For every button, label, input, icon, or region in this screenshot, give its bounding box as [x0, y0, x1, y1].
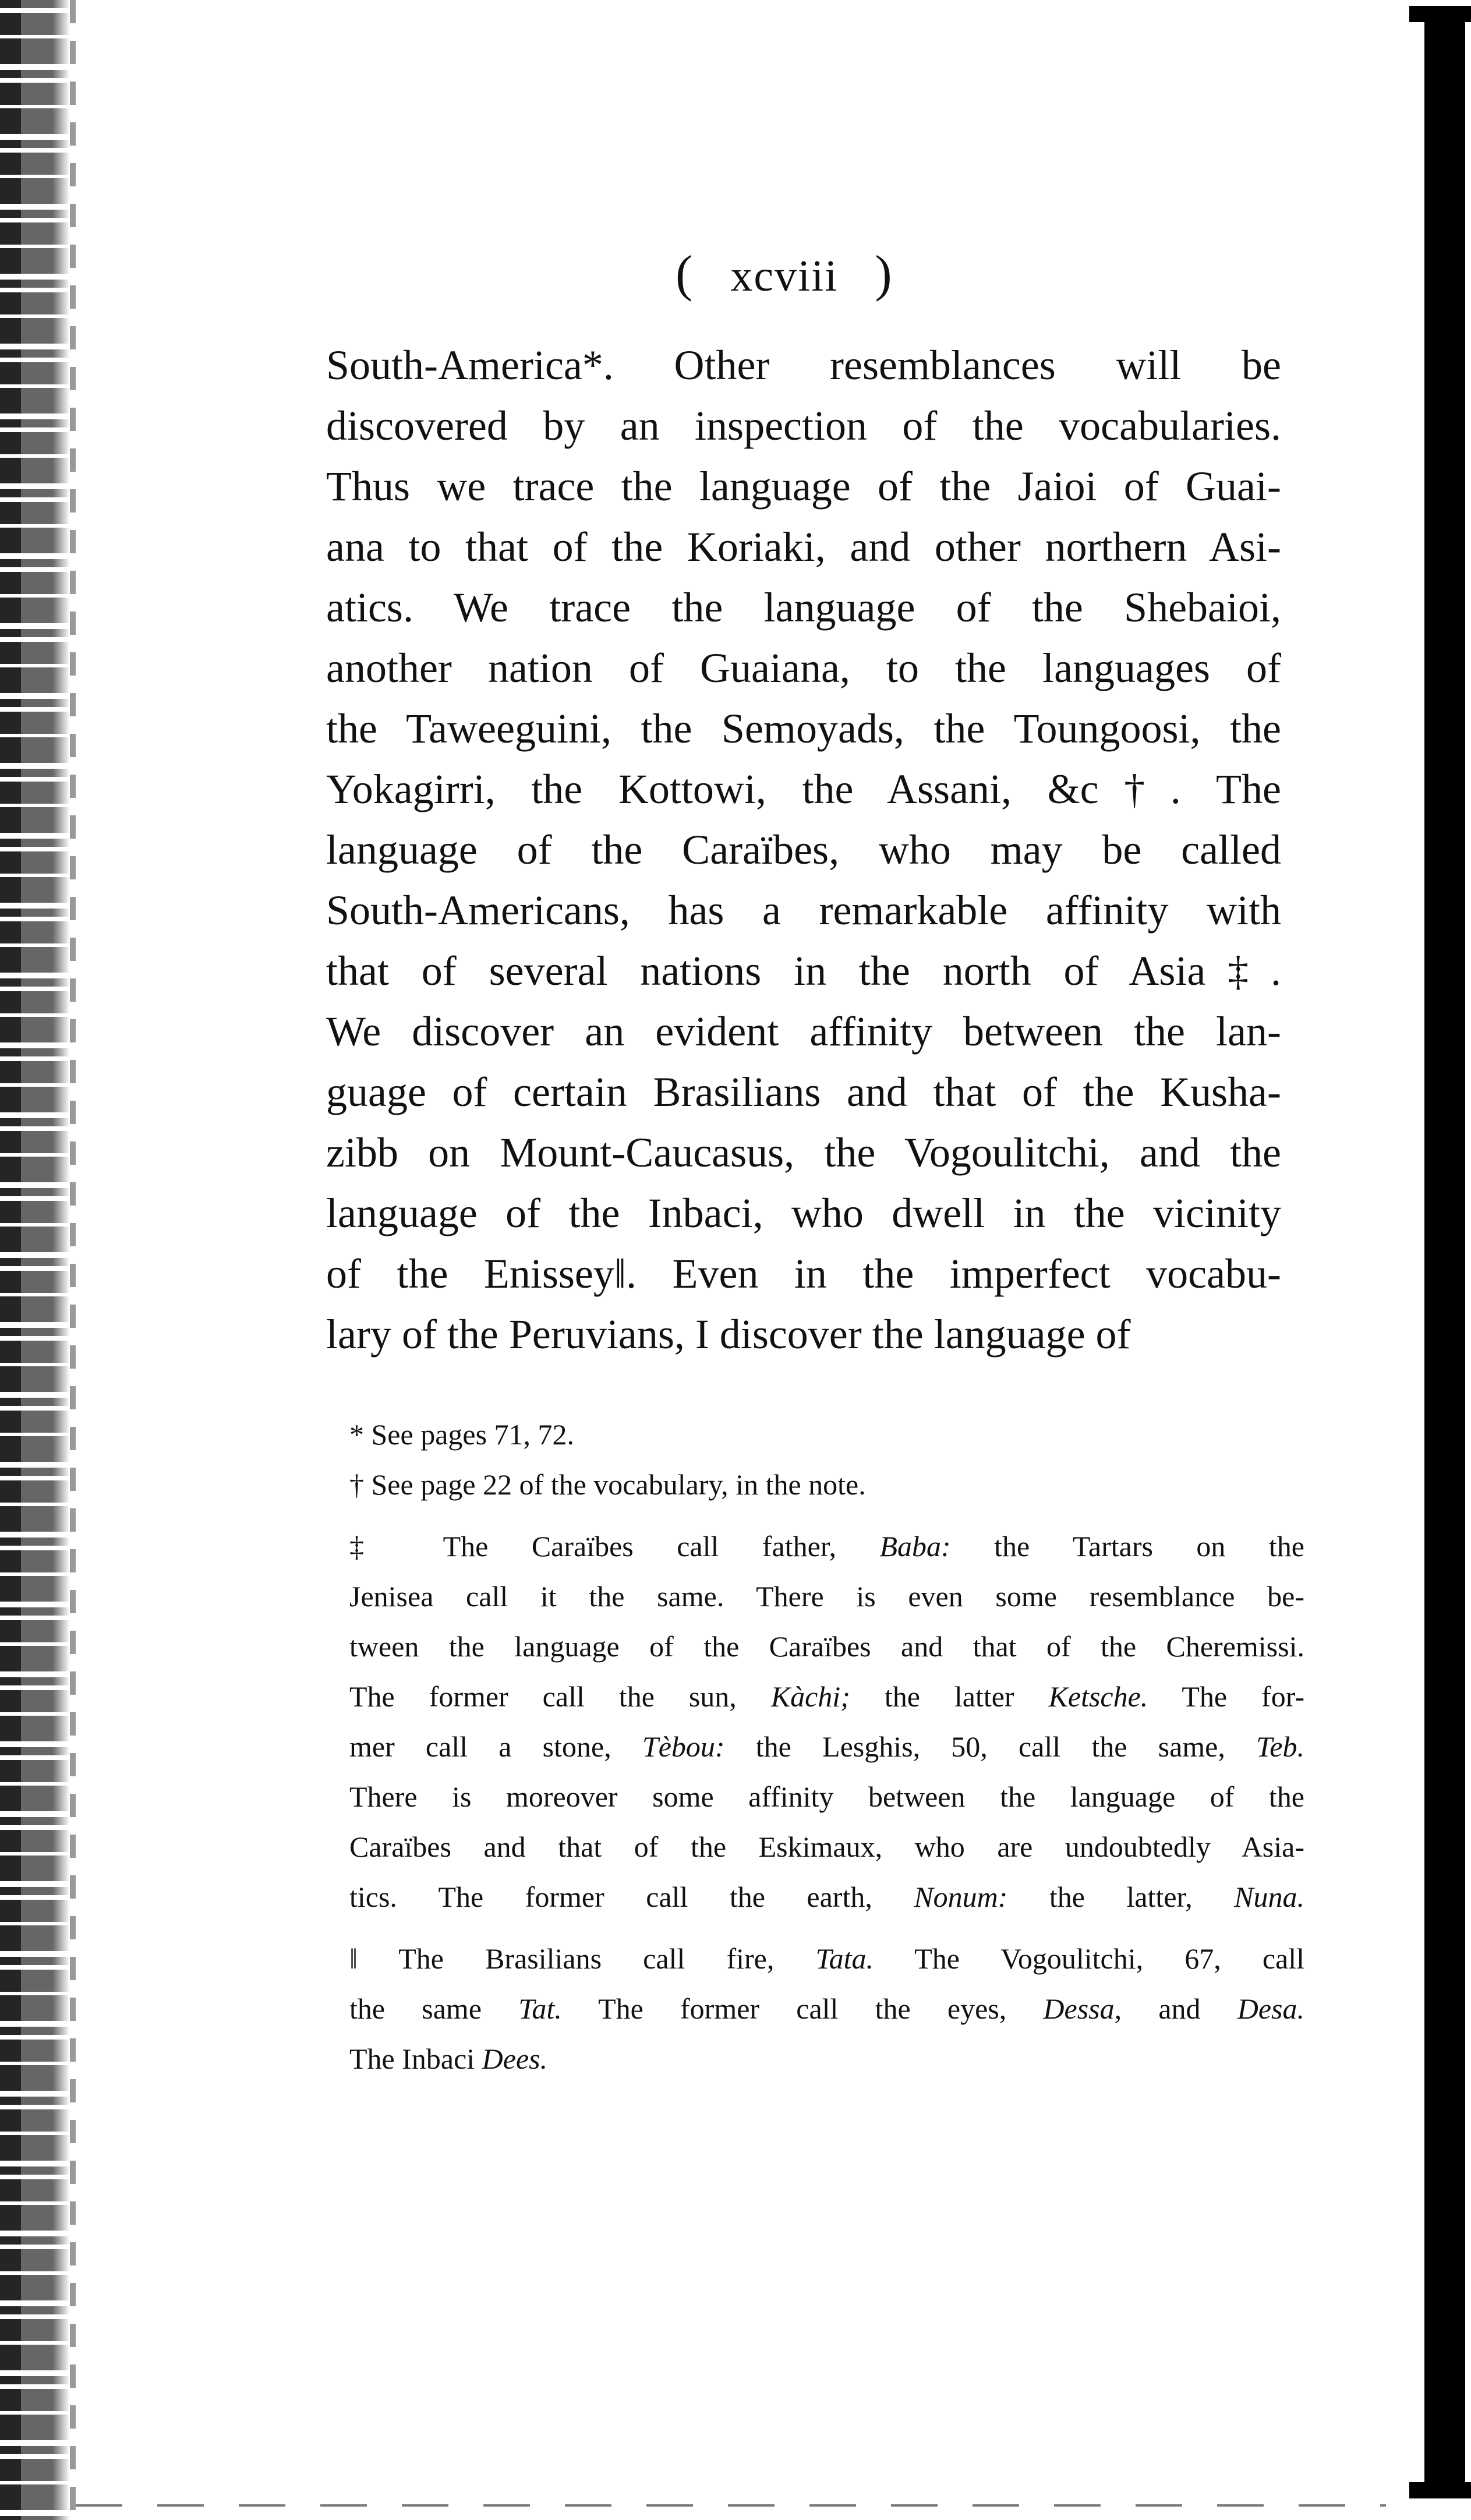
footnote-text: the latter, — [1007, 1881, 1235, 1913]
footnote-text: the Tartars on the — [950, 1530, 1304, 1563]
footnote-italic-word: Dees. — [482, 2042, 548, 2075]
footnote-text: The former call the eyes, — [561, 1992, 1044, 2025]
footnote-text: Jenisea call it the same. There is even some resemblance be- — [349, 1580, 1304, 1613]
body-line: Thus we trace the language of the Jaioi of Guai- — [326, 463, 1281, 510]
body-line: that of several nations in the north of Asia‡. — [326, 948, 1281, 994]
body-line: of the Enissey‖. Even in the imperfect vocabu- — [326, 1250, 1281, 1297]
page-number: xcviii — [730, 252, 839, 301]
footnote-text: the Lesghis, 50, call the same, — [724, 1730, 1257, 1763]
footnote-italic-word: Tata. — [815, 1942, 874, 1975]
footnote-double-dagger-line — [349, 1722, 1304, 1772]
footnote-text: See pages 71, 72. — [371, 1418, 575, 1451]
footnote-italic-word: Baba: — [879, 1530, 951, 1563]
footnote-dagger — [349, 1459, 1304, 1510]
footnote-text: the latter — [850, 1680, 1049, 1713]
body-line: Yokagirri, the Kottowi, the Assani, &c†. The — [326, 766, 1281, 812]
body-line: We discover an evident affinity between the lan- — [326, 1008, 1281, 1055]
footnote-text: There is moreover some affinity between the language of the — [349, 1780, 1304, 1813]
footnote-italic-word: Kàchi; — [770, 1680, 850, 1713]
right-bar-cap-bottom — [1409, 2482, 1471, 2498]
page-bottom-edge — [76, 2504, 1386, 2507]
footnote-double-dagger-line — [349, 1872, 1304, 1922]
footnote-double-dagger-line — [349, 1621, 1304, 1671]
body-line: ana to that of the Koriaki, and other northern Asi- — [326, 524, 1281, 570]
footnote-italic-word: Teb. — [1256, 1730, 1304, 1763]
footnote-double-dagger-line — [349, 1772, 1304, 1822]
body-line: atics. We trace the language of the Shebaioi, — [326, 584, 1281, 631]
body-line: zibb on Mount-Caucasus, the Vogoulitchi, and the — [326, 1129, 1281, 1176]
footnote-double-dagger-line — [349, 1521, 1304, 1571]
gutter-edge — [70, 0, 76, 2520]
footnote-text: The Brasilians call fire, — [398, 1942, 816, 1975]
footnote-italic-word: Dessa, — [1043, 1992, 1122, 2025]
footnote-text: Caraïbes and that of the Eskimaux, who are undoubtedly Asia- — [349, 1830, 1304, 1863]
footnote-parallel-line — [349, 1934, 1304, 1984]
footnote-italic-word: Tat. — [518, 1992, 562, 2025]
footnote-star — [349, 1409, 1304, 1459]
footnote-text: tics. The former call the earth, — [349, 1881, 914, 1913]
body-line: guage of certain Brasilians and that of the Kusha- — [326, 1069, 1281, 1115]
page-number-header — [676, 245, 920, 303]
footnote-marker: ‖ — [349, 1942, 358, 1975]
body-line: another nation of Guaiana, to the languages of — [326, 645, 1281, 691]
footnote-parallel-line — [349, 2034, 1304, 2084]
footnote-marker: ‡ — [349, 1530, 400, 1563]
footnote-italic-word: Nonum: — [914, 1881, 1008, 1913]
footnote-text: the same — [349, 1992, 519, 2025]
footnote-parallel-line — [349, 1984, 1304, 2034]
footnote-text: See page 22 of the vocabulary, in the note. — [371, 1468, 866, 1501]
body-line: language of the Inbaci, who dwell in the vicinity — [326, 1190, 1281, 1236]
footnote-text: and — [1122, 1992, 1237, 2025]
body-line: South-Americans, has a remarkable affinity with — [326, 887, 1281, 934]
footnote-double-dagger-line — [349, 1822, 1304, 1872]
footnote-marker: * — [349, 1418, 364, 1451]
footnote-text: The Inbaci — [349, 2042, 482, 2075]
footnote-italic-word: Desa. — [1237, 1992, 1304, 2025]
footnote-text: The Caraïbes call father, — [443, 1530, 880, 1563]
footnote-double-dagger-line — [349, 1571, 1304, 1621]
header-open-paren: ( — [676, 246, 694, 302]
body-line: lary of the Peruvians, I discover the language of — [326, 1311, 1131, 1358]
footnote-text: The for- — [1148, 1680, 1304, 1713]
binding-gutter — [0, 0, 70, 2520]
footnotes — [349, 1409, 1304, 2084]
header-close-paren: ) — [875, 246, 893, 302]
footnote-marker: † — [349, 1468, 364, 1501]
body-line: South-America*. Other resemblances will be — [326, 342, 1281, 388]
body-line: the Taweeguini, the Semoyads, the Toungoosi, the — [326, 705, 1281, 752]
footnote-text: mer call a stone, — [349, 1730, 642, 1763]
body-line: discovered by an inspection of the vocabularies. — [326, 402, 1281, 449]
footnote-text: The former call the sun, — [349, 1680, 771, 1713]
footnote-text: tween the language of the Caraïbes and that of the Cheremissi. — [349, 1630, 1304, 1663]
right-margin-bar — [1424, 6, 1465, 2493]
footnote-text: The Vogoulitchi, 67, call — [874, 1942, 1304, 1975]
body-text — [326, 335, 1281, 1365]
footnote-double-dagger-line — [349, 1671, 1304, 1722]
body-line: language of the Caraïbes, who may be called — [326, 826, 1281, 873]
footnote-italic-word: Tèbou: — [642, 1730, 725, 1763]
footnote-italic-word: Ketsche. — [1048, 1680, 1148, 1713]
footnote-italic-word: Nuna. — [1234, 1881, 1304, 1913]
